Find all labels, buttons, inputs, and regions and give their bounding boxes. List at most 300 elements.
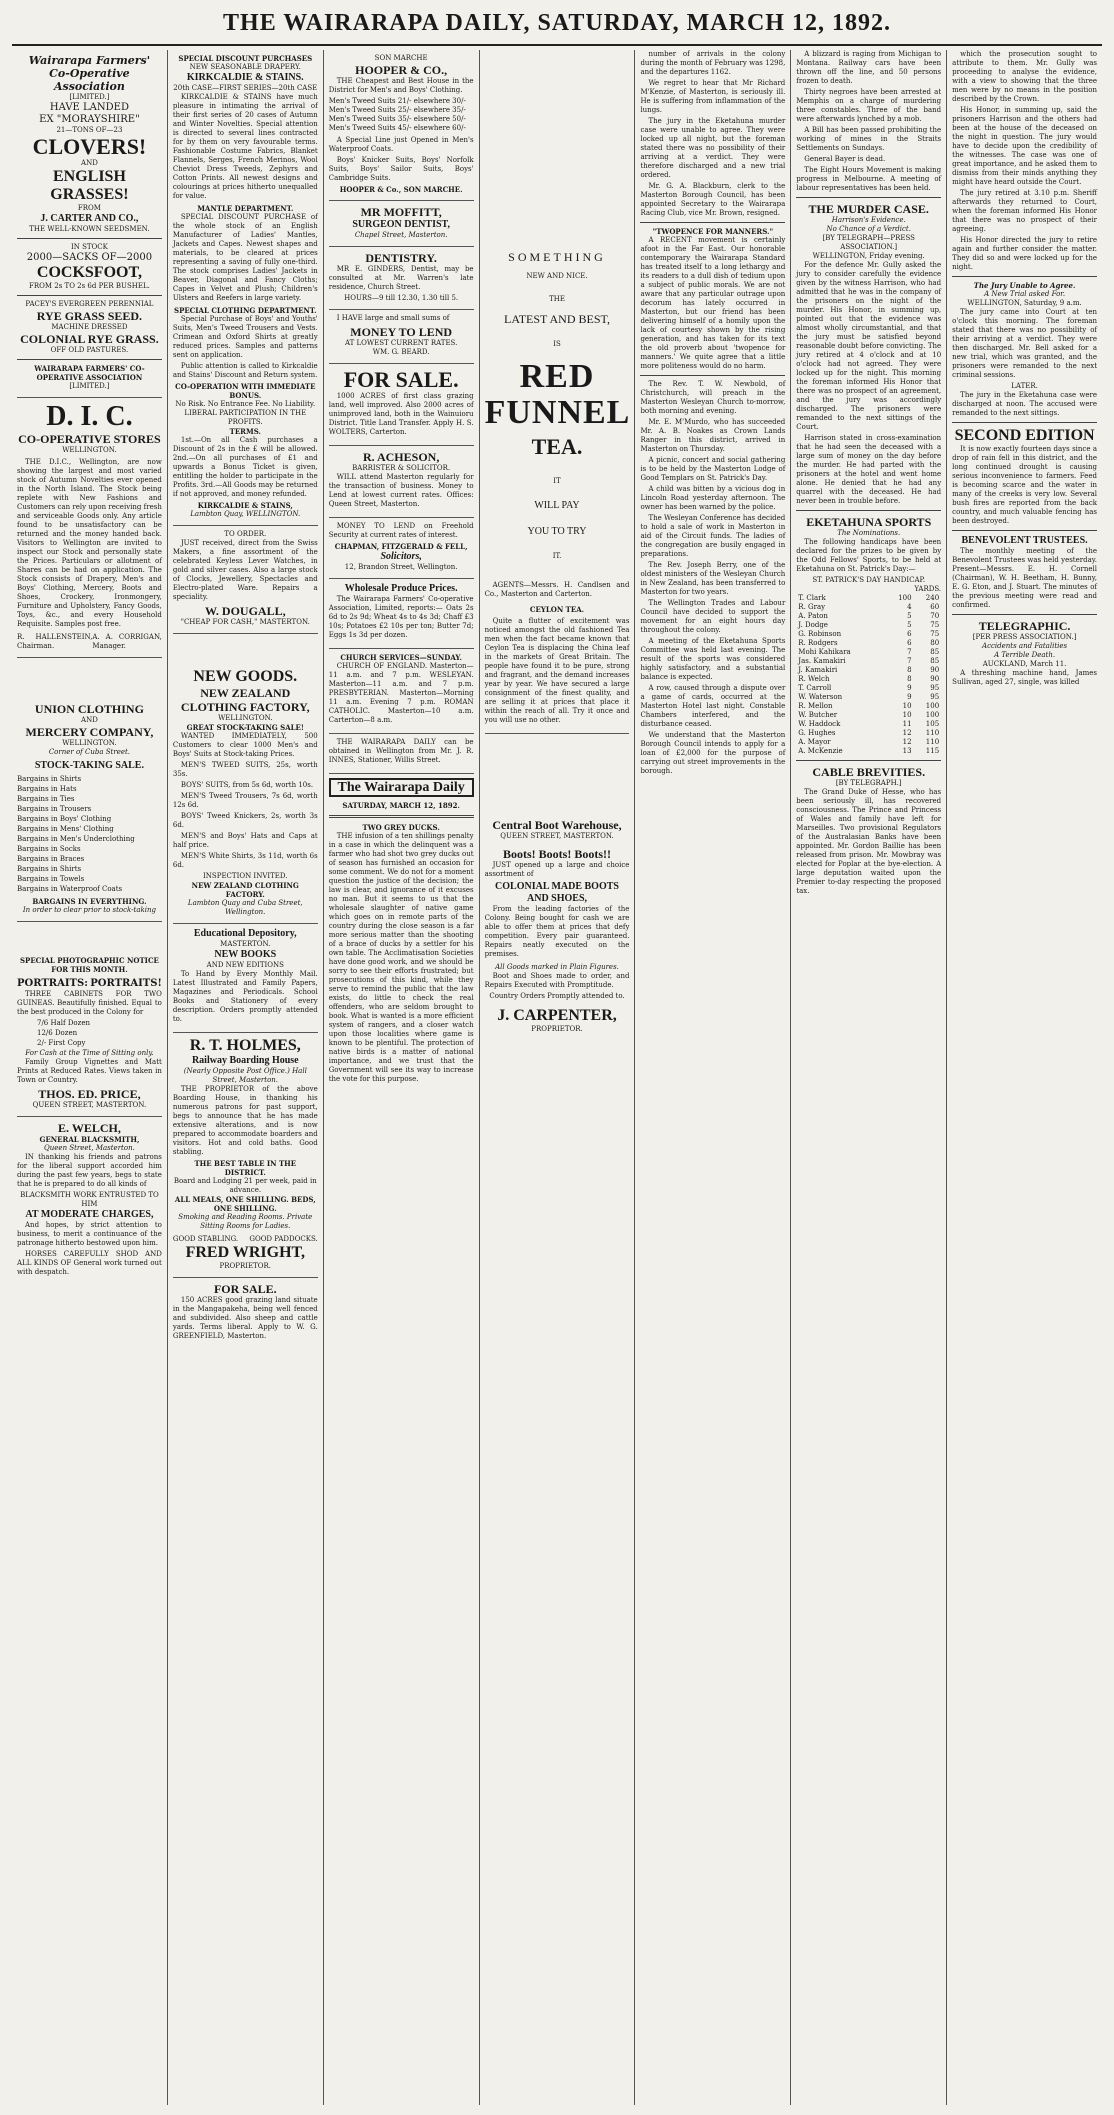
benevolent-body: The monthly meeting of the Benevolent Trustees was held yesterday. Present—Messrs. E. H. Cornell (Chairman), W. H. Beetham, H. Bunny, E. G. Eton, and J. Stuart. The minutes of the previous meeting were read and confirmed. [952,547,1098,609]
news-paragraph: His Honor, in summing up, said the prisoners Harrison and the others had been at the house of the deceased on the night in question. The jury would have to decide upon the credibility of the witnesses. The case was one of great importance, and he asked them to dismiss from their minds anything they might have heard outside the Court. [952,106,1098,186]
handicap-cell: R. Rodgers [798,639,838,647]
ad-carter: J. CARTER AND CO., [40,213,139,224]
news-paragraph: We regret to hear that Mr Richard M'Kenzie, of Masterton, is seriously ill. He is suffering from inflammation of the lungs. [640,79,786,114]
news-paragraph: Mr. G. A. Blackburn, clerk to the Masterton Borough Council, has been appointed Secretary to the Wairarapa Racing Club, vice Mr. Brown, resigned. [640,182,786,217]
news-paragraph: A blizzard is raging from Michigan to Montana. Railway cars have been thrown off the line, and 50 persons frozen to death. [796,50,942,85]
news-paragraph: A Bill has been passed prohibiting the working of mines in the Straits Settlements on Sundays. [796,126,942,152]
news-paragraph: We understand that the Masterton Borough Council intends to apply for a loan of £2,000 for the purpose of carrying out street improvements in the borough. [640,731,786,775]
handicap-cell: 85 [930,648,940,656]
handicap-cell: W. Butcher [798,711,838,719]
twopence-heading: "TWOPENCE FOR MANNERS." [652,227,774,236]
handicap-cell: 80 [930,639,940,647]
dic-title: D. I. C. [46,401,133,432]
handicap-cell: 70 [930,612,940,620]
tea-will-pay: WILL PAY [534,500,580,511]
column-4 [480,50,636,2105]
union-mercery: MERCERY COMPANY, [25,725,154,739]
bargain-item: Bargains in Men's Underclothing [17,835,135,843]
handicap-row [796,738,941,747]
union-stock-sale: STOCK-TAKING SALE. [34,760,144,771]
terrible-body: A threshing machine hand, James Sullivan, aged 27, single, was killed [952,669,1098,686]
son-marche: SON MARCHE [374,54,428,62]
kirk-new-seasonable: NEW SEASONABLE DRAPERY. [189,63,301,71]
handicap-row [796,684,941,693]
news-paragraph: The Rev. Joseph Berry, one of the oldest ministers of the Wesleyan Church in New Zealand, has been transferred to Masterton for two years. [640,561,786,596]
column-6 [791,50,947,2105]
tea-is: IS [553,340,561,348]
masthead: THE WAIRARAPA DAILY, SATURDAY, MARCH 12, 1892. [12,10,1102,46]
welch-horses: HORSES CAREFULLY SHOD AND ALL KINDS OF General work turned out with despatch. [17,1250,162,1276]
holmes-name: R. T. HOLMES, [189,1037,301,1054]
kirk-special: SPECIAL DISCOUNT PURCHASES [178,54,313,63]
ad-limited: [LIMITED.] [69,93,110,101]
welch-smithing: BLACKSMITH WORK ENTRUSTED TO HIM [20,1191,159,1208]
bargain-item: Bargains in Shirts [17,775,82,783]
handicap-row [796,603,941,612]
central-boots: Boots! Boots! Boots!! [503,847,611,861]
kirk-title: KIRKCALDIE & STAINS. [186,72,304,83]
jury-heading: The Jury Unable to Agree. [973,281,1076,290]
second-edition: SECOND EDITION [954,427,1095,444]
terrible-heading: A Terrible Death. [994,651,1056,659]
hooper-title: HOOPER & CO., [355,63,448,77]
handicap-row [796,720,941,729]
ad-cocksfoot-price: FROM 2s TO 2s 6d PER BUSHEL. [29,282,150,290]
ad-ship: EX "MORAYSHIRE" [39,114,140,125]
handicap-cell: 13 [902,747,912,755]
central-body: From the leading factories of the Colony. Being bought for cash we are able to offer them at prices that defy competition. Every pair guaranteed. Repairs neatly executed on the premises. [484,905,630,958]
handicap-row [796,693,941,702]
money-advert [329,310,474,364]
news-paragraph: A meeting of the Eketahuna Sports Committee was held last evening. The result of the sports was considered highly satisfactory, and a substantial balance is expected. [640,637,786,681]
carpenter-trade: PROPRIETOR. [531,1025,583,1033]
dic-advert [17,398,162,658]
handicap-cell: Jas. Kamakiri [798,657,846,665]
money-title: MONEY TO LEND [350,325,453,339]
ad-paceys: PACEY'S EVERGREEN PERENNIAL [25,300,154,308]
news-paragraph: A child was bitten by a vicious dog in Lincoln Road yesterday afternoon. The owner has been warned by the police. [640,485,786,511]
price-item: 7/6 Half Dozen [37,1019,90,1027]
handicap-cell: W. Waterson [798,693,843,701]
handicap-row [796,639,941,648]
handicap-cell: 7 [907,648,912,656]
column-3 [324,50,480,2105]
no-risk: No Risk. No Entrance Fee. No Liability. [175,400,316,408]
moffitt-trade: SURGEON DENTIST, [352,219,450,230]
handicap-cell: 75 [930,621,940,629]
best-table: THE BEST TABLE IN THE DISTRICT. [194,1159,297,1177]
tea-new-nice: NEW AND NICE. [526,272,588,280]
murder-heading: THE MURDER CASE. [808,202,929,216]
sale-advert [173,1278,318,1349]
hooper-advert [329,50,474,201]
bargain-item: Bargains in Trousers [17,805,92,813]
handicap-cell: R. Welch [798,675,830,683]
handicap-cell: 10 [902,702,912,710]
photo-notice: SPECIAL PHOTOGRAPHIC NOTICE FOR THIS MONTH. [20,956,159,974]
editorial-heading: TWO GREY DUCKS. [362,823,440,832]
handicap-cell: 11 [902,720,912,728]
hooper-boys: Boys' Knicker Suits, Boys' Norfolk Suits, Boys' Sailor Suits, Boys' Cambridge Suits. [328,156,474,182]
hooper-signature: HOOPER & Co., SON MARCHE. [339,185,463,194]
acheson-name: R. ACHESON, [362,450,440,464]
central-colonial: COLONIAL MADE BOOTS AND SHOES, [495,881,619,904]
bargains-list [17,775,162,894]
terrible-location: AUCKLAND, March 11. [982,660,1067,668]
acheson-advert [329,446,474,518]
handicap-cell: G. Robinson [798,630,842,638]
produce-body: The Wairarapa Farmers' Co-operative Association, Limited, reports:— Oats 2s 6d to 2s 9d; Wheat 4s to 4s 3d; Chaff £3 10s; Potatoes £2 10s per ton; Butter 7d; Eggs 1s 3d per dozen. [328,595,474,639]
dougall-order: TO ORDER. [224,530,267,538]
telegraphic-heading: TELEGRAPHIC. [978,619,1071,633]
dic-body: THE D.I.C., Wellington, are now showing the largest and most varied stock of Autumn Novelties ever opened in the North Island. The Stock being replete with New Fashions and Customers can rely upon receiving fresh and serviceable Goods only. Any article found to be unsatisfactory can be returned and the money handed back. Visitors to Wellington are invited to inspect our Stock and personally state the Prices. Particulars or allotment of Shares can be had on application. The Stock consists of Drapery, Men's and Boys' Clothing, Mercery, Boots and Shoes, Crockery, Ironmongery, Furniture and Upholstery, Fancy Goods, Toys, &c., and every Household Requisite. Samples post free. [17,458,162,628]
kirk-public: Public attention is called to Kirkcaldie and Stains' Discount and Return system. [172,362,318,379]
central-country: Country Orders Promptly attended to. [489,992,625,1000]
nz-item: BOYS' SUITS, from 5s 6d, worth 10s. [180,781,314,789]
daily-notice [329,734,474,774]
nz-item: MEN'S Tweed Trousers, 7s 6d, worth 12s 6d. [172,792,318,809]
bargain-item: Bargains in Socks [17,845,81,853]
tea-red-funnel: RED FUNNEL [484,358,631,431]
liberal: LIBERAL PARTICIPATION IN THE PROFITS. [184,409,307,426]
handicap-cell: 9 [907,693,912,701]
paper-nameplate: The Wairarapa Daily [329,778,474,797]
handicap-cell: J. Kamakiri [798,666,838,674]
ad-cocksfoot: COCKSFOOT, [36,264,142,281]
murder-body: For the defence Mr. Gully asked the jury to consider carefully the evidence given by the witness Harrison, who had admitted that he was in the company of the prisoners on the night of the murder. His Honor, in summing up, pointed out that the evidence was almost wholly circumstantial, and that the jury must be satisfied beyond reasonable doubt before convicting. The jury retired at 4 o'clock and at 10 o'clock had not agreed. They were locked up for the night. This morning the foreman informed His Honor that there was no prospect of an agreement, and the jury was accordingly discharged. The prisoners were remanded to the next sittings of the Court. [796,261,942,431]
sale-advert-2 [329,364,474,446]
cable-body: The Grand Duke of Hesse, who has been seriously ill, has recovered consciousness. The Prince and Princess of Wales and family have left for Marseilles. Two provisional Regulators of the Australasian Banks have been appointed. Mr. Gordon Baillie has been released from prison. Mr. Mowbray was elected for Poplar at the bye-election. A large deputation waited upon the Premier to-day respecting the proposed tax. [796,788,942,895]
handicap-cell: 8 [907,666,912,674]
handicap-row [796,675,941,684]
hooper-suit: Men's Tweed Suits 35/- elsewhere 50/- [328,115,466,123]
handicap-row [796,711,941,720]
holmes-body: THE PROPRIETOR of the above Boarding House, in thanking his numerous patrons for past support, begs to announce that he has made extensive alterations, and is now prepared to accommodate boarders and visitors. Hot and cold baths. Good stabling. [172,1085,318,1156]
produce-prices [329,579,474,649]
portraits-right: PORTRAITS! [90,978,162,989]
handicap-cell: 110 [925,738,940,746]
ad-clovers: CLOVERS! [32,134,147,159]
nz-clothing-advert [173,664,318,924]
edu-title: Educational Depository, [193,928,297,939]
mantle-heading: MANTLE DEPARTMENT. [197,204,294,213]
handicap-cell: A. McKenzie [798,747,843,755]
murder-byline: [BY TELEGRAPH—PRESS ASSOCIATION.] [822,234,915,251]
editorial-body: THE infusion of a ten shillings penalty in a case in which the delinquent was a farmer who had shot two grey ducks out of season has furnished an occasion for some comment. We do not for a moment question the justice of the decision; the law is clear, and ignorance of it excuses no man. But it seems to us that the wholesale slaughter of native game which goes on in remote parts of the country during the close season is a far more serious matter than the shooting of a brace of ducks by a settler for his own table. The Acclimatisation Societies have done good work, and we should be sorry to see their efforts frustrated; but prosecutions of this kind, while they serve to remind the public that the law exists, do little to check the real offenders, who are seldom brought to book. What is wanted is a more efficient system of rangers, and a closer watch upon those localities where game is known to be plentiful. The protection of native birds is a matter of national importance, and we trust that the Government will see its way to increase the vote for this purpose. [328,832,474,1083]
handicap-cell: T. Carroll [798,684,832,692]
union-and: AND [81,716,98,724]
hooper-special: A Special Line just Opened in Men's Waterproof Coats. [328,136,474,153]
produce-title: Wholesale Produce Prices. [344,583,458,594]
handicap-cell: T. Clark [798,594,826,602]
column-5 [635,50,791,2105]
nz-clothing-title: NEW ZEALAND CLOTHING FACTORY, [180,686,310,714]
handicap-cell: 5 [907,621,912,629]
chapman-name: CHAPMAN, FITZGERALD & FELL, [334,542,468,551]
murder-subheading-2: No Chance of a Verdict. [826,225,911,233]
handicap-cell: 8 [907,675,912,683]
news-paragraph: A picnic, concert and social gathering is to be held by the Masterton Lodge of Good Templars on St. Patrick's Day. [640,456,786,482]
ad-assoc: WAIRARAPA FARMERS' CO-OPERATIVE ASSOCIATION [34,364,145,382]
handicap-cell: 7 [907,657,912,665]
telegraphic-byline: [PER PRESS ASSOCIATION.] [972,633,1077,641]
hooper-body: THE Cheapest and Best House in the District for Men's and Boys' Clothing. [328,77,474,94]
handicap-cell: R. Gray [798,603,826,611]
church-body: CHURCH OF ENGLAND. Masterton—11 a.m. and 7 p.m. WESLEYAN. Masterton—11 a.m. and 7 p.m. PRESBYTERIAN. Masterton—Morning 11 a.m. Evening 7 p.m. ROMAN CATHOLIC. Masterton—10 a.m. Carterton—8 a.m. [328,662,474,724]
handicap-cell: Mohi Kahikara [798,648,851,656]
news-paragraph: General Bayer is dead. [804,155,886,163]
columns [12,50,1102,2105]
patrick-heading: ST. PATRICK'S DAY HANDICAP. [812,576,926,584]
accidents-heading: Accidents and Fatalities [982,642,1068,650]
later-body: The jury in the Eketahuna case were discharged at noon. The accused were remanded to the next sittings. [952,391,1098,417]
handicap-row [796,666,941,675]
handicap-row [796,630,941,639]
central-location: QUEEN STREET, MASTERTON. [500,832,614,840]
later-heading: LATER. [1011,382,1038,390]
tea-something: SOMETHING [508,250,606,264]
ad-seedsmen: THE WELL-KNOWN SEEDSMEN. [29,225,150,233]
news-paragraph: The jury retired at 3.10 p.m. Sheriff afterwards they returned to Court, when the foreman informed His Honor that there was no prospect of their agreeing. [952,189,1098,233]
ceylon-title: CEYLON TEA. [529,605,585,614]
meals: ALL MEALS, ONE SHILLING. BEDS, ONE SHILLING. [174,1195,316,1213]
central-just-opened: JUST opened up a large and choice assortment of [484,861,630,878]
dentistry-advert [329,247,474,310]
tea-agents: AGENTS—Messrs. H. Candlsen and Co., Masterton and Carterton. [484,581,630,598]
price-item: 12/6 Dozen [37,1029,78,1037]
photo-advert [17,952,162,1117]
hooper-suit: Men's Tweed Suits 45/- elsewhere 60/- [328,124,466,132]
handicap-row [796,657,941,666]
dougall-name: W. DOUGALL, [205,604,286,618]
portraits-left: PORTRAITS: [17,978,88,989]
news-paragraph: A row, caused through a dispute over a game of cards, occurred at the Masterton Hotel last night. Constable Chambers interfered, and the disturbance ceased. [640,684,786,728]
news-paragraph: Thirty negroes have been arrested at Memphis on a charge of murdering three constables. Three of the band were afterwards lynched by a mob. [796,88,942,123]
handicap-row [796,747,941,756]
central-boot-made: Boot and Shoes made to order, and Repairs Executed with Promptitude. [484,972,630,989]
portraits-body: THREE CABINETS FOR TWO GUINEAS. Beautifully finished. Equal to the best produced in the Colony for [17,990,162,1016]
moffitt-name: MR MOFFITT, [360,205,442,219]
in-order: In order to clear prior to stock-taking [22,906,156,914]
moffitt-advert [329,201,474,247]
holmes-trade: Railway Boarding House [191,1055,299,1066]
red-funnel-advert [485,50,630,734]
handicap-cell: 100 [925,711,940,719]
dentistry-hours: HOURS—9 till 12.30, 1.30 till 5. [344,294,459,302]
ad-off-old: OFF OLD PASTURES. [50,346,129,354]
ad-colonial: COLONIAL RYE GRASS. [20,332,159,346]
second-body: It is now exactly fourteen days since a drop of rain fell in this district, and the long continued drought is causing serious inconvenience to farmers. Feed is becoming scarce and the water in many of the creeks is very low. Several bush fires are reported from the back country, and much valuable fencing has been destroyed. [952,445,1098,525]
handicap-row [796,612,941,621]
holmes-advert [173,1033,318,1278]
handicap-row [796,594,941,603]
union-location: WELLINGTON. [62,739,117,747]
nz-item: BOYS' Tweed Knickers, 2s, worth 3s 6d. [172,812,318,829]
handicap-cell: 110 [925,729,940,737]
handicap-cell: 9 [907,684,912,692]
acheson-trade: BARRISTER & SOLICITOR. [352,464,451,472]
stabling: GOOD STABLING. [172,1235,239,1243]
handicap-cell: 12 [902,738,912,746]
mantle-body: SPECIAL DISCOUNT PURCHASE of the whole stock of an English Manufacturer of Ladies' Mantles, Jackets and Capes. Newest shapes and materials, to be cleared at prices representing a saving of fully one-third. The stock comprises Ladies' Jackets in Beaver, Diagonal and Fancy Cloths; Capes in Velvet and Plush; Children's Ulsters and Reefers in large variety. [172,213,318,302]
ad-assoc-ltd: [LIMITED.] [69,382,110,390]
eketahuna-heading: EKETAHUNA SPORTS [806,515,932,529]
inspect: INSPECTION INVITED. [203,872,288,880]
handicap-cell: 95 [930,693,940,701]
handicap-cell: 85 [930,657,940,665]
handicap-cell: 115 [925,747,940,755]
clothing-heading: SPECIAL CLOTHING DEPARTMENT. [174,306,317,315]
wright-trade: PROPRIETOR. [219,1262,272,1270]
news-paragraph: Harrison stated in cross-examination that he had seen the deceased with a large sum of money on the day before the murder. He had parted with the prisoners at the hotel and went home alone. He denied that he had any quarrel with the deceased. He had never been in trouble before. [796,434,942,505]
ad-tons: 21—TONS OF—23 [56,126,123,134]
welch-location: Queen Street, Masterton. [44,1144,135,1152]
dougall-advert [173,526,318,634]
bargains-everything: BARGAINS IN EVERYTHING. [32,897,147,906]
bargain-item: Bargains in Towels [17,875,85,883]
welch-name: E. WELCH, [58,1121,121,1135]
sitting: Sitting Rooms for Ladies. [200,1222,291,1230]
handicap-cell: A. Mayor [798,738,831,746]
price-name: THOS. ED. PRICE, [38,1087,141,1101]
bargain-item: Bargains in Waterproof Coats [17,885,123,893]
handicap-cell: 12 [902,729,912,737]
union-corner: Corner of Cuba Street. [48,748,131,756]
great-sale: GREAT STOCK-TAKING SALE! [186,723,304,732]
terms-body: 1st.—On all Cash purchases a Discount of 2s in the £ will be allowed. 2nd.—On all purchases of £1 and upwards a Bonus Ticket is given, entitling the holder to participate in the Profits. 3rd.—All Goods may be returned if not approved, and money refunded. [172,436,318,498]
news-paragraph: The Eight Hours Movement is making progress in Melbourne. A meeting of labour representatives has been held. [796,166,942,192]
handicap-row [796,729,941,738]
murder-subheading: Harrison's Evidence. [831,216,906,224]
handicap-cell: W. Haddock [798,720,841,728]
kirk-floor: 20th CASE—FIRST SERIES—20th CASE [173,84,318,92]
murder-location: WELLINGTON, Friday evening. [812,252,925,260]
dentistry-body: MR E. GINDERS, Dentist, may be consulted at Mr. Warren's late residence, Church Street. [328,265,474,291]
welch-advert [17,1117,162,1285]
handicap-cell: 100 [925,702,940,710]
handicap-cell: 75 [930,630,940,638]
union-clothing-advert [17,698,162,922]
educational-advert [173,924,318,1033]
bargain-item: Bargains in Mens' Clothing [17,825,114,833]
chapman-solicitors: Solicitors, [380,551,422,562]
dougall-location: "CHEAP FOR CASH," MASTERTON. [180,618,310,626]
board-lodging: Board and Lodging 21 per week, paid in advance. [173,1177,317,1194]
new-goods: NEW GOODS. [193,668,298,685]
coop-immediate: CO-OPERATION WITH IMMEDIATE BONUS. [175,382,316,400]
ad-have-landed: HAVE LANDED [49,102,129,113]
hooper-suit: Men's Tweed Suits 21/- elsewhere 30/- [328,97,466,105]
kirk-address: Lambton Quay, WELLINGTON. [190,510,301,518]
dentistry-title: DENTISTRY. [365,251,437,265]
money-signature: WM. G. BEARD. [372,348,430,356]
handicap-cell: G. Hughes [798,729,836,737]
family-groups: Family Group Vignettes and Matt Prints at Reduced Rates. Views taken in Town or Country. [17,1058,162,1084]
paddocks: GOOD PADDOCKS. [249,1235,318,1243]
yards-heading: YARDS. [914,585,942,593]
handicap-cell: 100 [898,594,912,602]
nz-location: WELLINGTON. [218,714,273,722]
eketahuna-subheading: The Nominations. [837,529,901,537]
handicap-cell: 105 [925,720,940,728]
ad-rye: RYE GRASS SEED. [36,309,143,323]
sale-title: FOR SALE. [343,367,459,392]
jury-location: WELLINGTON, Saturday, 9 a.m. [967,299,1082,307]
ad-title: Wairarapa Farmers' Co-Operative Association [28,54,151,93]
edu-body: To Hand by Every Monthly Mail. Latest Illustrated and Family Papers, Magazines and Periodicals. School Books and Stationery of every description. Orders promptly attended to. [172,970,318,1023]
kirkcaldie-advert [173,50,318,526]
handicap-row [796,648,941,657]
ad-and: AND [81,159,98,167]
jury-subheading: A New Trial asked For. [984,290,1066,298]
handicap-cell: A. Paton [798,612,828,620]
bargain-item: Bargains in Shirts [17,865,82,873]
moffitt-location: Chapel Street, Masterton. [354,231,448,239]
news-paragraph: His Honor directed the jury to retire again and further consider the matter. They did so and were locked up for the night. [952,236,1098,271]
money-rate: AT LOWEST CURRENT RATES. [344,339,458,347]
handicap-cell: 4 [907,603,912,611]
column-1 [12,50,168,2105]
for-cash: For Cash at the Time of Sitting only. [25,1049,154,1057]
sale-title: FOR SALE. [213,1282,277,1296]
terms-heading: TERMS. [229,427,261,436]
handicap-cell: 6 [907,639,912,647]
coop-seeds-advert [17,50,162,398]
wanted: WANTED IMMEDIATELY, 500 Customers to clear 1000 Men's and Boys' Suits at Stock-taking Prices. [172,732,318,758]
church-services [329,649,474,734]
central-boot-advert [485,814,630,1040]
handicap-cell: 5 [907,612,912,620]
ad-from: FROM [77,204,101,212]
news-paragraph: Mr. E. M'Murdo, who has succeeded Mr. A. B. Noakes as Crown Lands Ranger in this district, arrived in Masterton on Thursday. [640,418,786,453]
benevolent-heading: BENEVOLENT TRUSTEES. [961,535,1088,546]
sale-body: 150 ACRES good grazing land situate in the Mangapakeha, being well fenced and subdivided. Also sheep and cattle yards. Terms liberal. Apply to W. G. GREENFIELD, Masterton. [172,1296,318,1340]
cable-byline: [BY TELEGRAPH.] [835,779,902,787]
edu-new-books: NEW BOOKS [214,949,277,960]
handicap-cell: 95 [930,684,940,692]
tea-it: IT [553,477,561,485]
nz-signature-location: Lambton Quay and Cuba Street, Wellington. [187,899,303,916]
money-intro: I HAVE large and small sums of [336,314,450,322]
kirk-signature: KIRKCALDIE & STAINS, [197,501,293,510]
church-title: CHURCH SERVICES—SUNDAY. [340,653,462,662]
carpenter-name: J. CARPENTER, [497,1007,617,1024]
smoking: Smoking and Reading Rooms. Private [178,1213,313,1221]
bargain-item: Bargains in Boys' Clothing [17,815,112,823]
news-paragraph: The Rev. T. W. Newbold, of Christchurch, will preach in the Masterton Wesleyan Church to-morrow, both morning and evening. [640,380,786,415]
central-title: Central Boot Warehouse, [492,818,622,832]
tea-the: THE [549,295,565,303]
handicap-row [796,621,941,630]
welch-moderate-body: And hopes, by strict attention to business, to merit a continuance of the patronage hitherto bestowed upon him. [17,1221,162,1247]
ad-in-stock: IN STOCK [70,243,108,251]
photo-prices [17,1019,162,1048]
ceylon-body: Quite a flutter of excitement was noticed amongst the old fashioned Tea men when the fact became known that Ceylon Tea is displacing the China leaf in the markets of Great Britain. The people have found it to be pure, strong and fragrant, and the demand increases year by year. We have secured a large consignment of the finest quality, and are selling it at prices that place it within the reach of all. Try it once and you will use no other. [484,617,630,724]
handicap-cell: 240 [925,594,940,602]
chapman-advert [329,518,474,579]
news-paragraph: The Wellington Trades and Labour Council have decided to support the movement for an eight hours day throughout the colony. [640,599,786,634]
ad-sacks: 2000—SACKS OF—2000 [26,252,153,263]
welch-body: IN thanking his friends and patrons for the liberal support accorded him during the past few years, begs to state that he is prepared to do all kinds of [17,1153,162,1188]
news-paragraph: number of arrivals in the colony during the month of February was 1298, and the departures 1162. [640,50,786,76]
column-2 [168,50,324,2105]
dougall-body: JUST received, direct from the Swiss Makers, a fine assortment of the celebrated Keyless Lever Watches, in gold and silver cases. Also a large stock of Clocks, Jewellery, Spectacles and Electro-plated Ware. Repairs a speciality. [172,539,318,601]
editorial-date: SATURDAY, MARCH 12, 1892. [342,801,460,810]
eketahuna-intro: The following handicaps have been declared for the prizes to be given by the Odd Fellows' Sports, to be held at Eketahuna on St. Patrick's Day:— [796,538,942,573]
edu-location: MASTERTON. [220,940,271,948]
handicap-cell: 90 [930,666,940,674]
handicap-cell: J. Dodge [798,621,828,629]
